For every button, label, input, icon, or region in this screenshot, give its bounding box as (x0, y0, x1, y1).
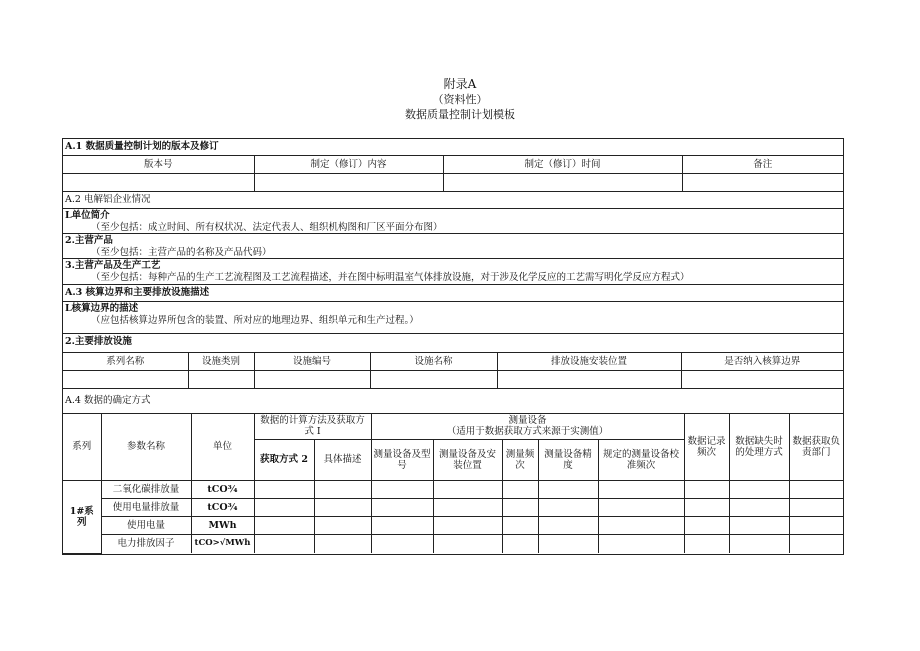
input-cell[interactable] (729, 498, 789, 516)
input-cell[interactable] (314, 498, 371, 516)
section-a1-heading: A.1 数据质量控制计划的版本及修订 (63, 139, 843, 156)
input-cell[interactable] (684, 516, 729, 534)
appendix-subtitle: （资料性） (432, 93, 488, 106)
col-facility-type: 设施类别 (188, 353, 254, 370)
input-cell[interactable] (314, 516, 371, 534)
remarks-cell[interactable] (682, 173, 843, 191)
input-cell[interactable] (502, 516, 538, 534)
input-cell[interactable] (254, 516, 314, 534)
appendix-title: 附录A (443, 77, 477, 91)
input-cell[interactable] (314, 534, 371, 553)
input-cell[interactable] (254, 480, 314, 498)
boundary-title: L核算边界的描述 (65, 303, 139, 314)
col-unit: 单位 (191, 414, 254, 480)
production-process-title: 3.主营产品及生产工艺 (65, 260, 161, 271)
boundary-desc: （应包括核算边界所包含的装置、所对应的地理边界、组织单元和生产过程。） (91, 314, 419, 326)
facility-name-cell[interactable] (370, 370, 497, 388)
revision-content-cell[interactable] (254, 173, 443, 191)
col-acquire-way: 获取方式 2 (254, 439, 314, 480)
col-missing-handling: 数据缺失时的处理方式 (729, 414, 789, 480)
main-products-title: 2.主营产品 (65, 235, 113, 246)
input-cell[interactable] (598, 480, 684, 498)
main-products (63, 234, 843, 259)
input-cell[interactable] (598, 498, 684, 516)
col-measure-frequency: 测量频次 (502, 439, 538, 480)
production-process-desc: （至少包括：每种产品的生产工艺流程图及工艺流程描述，并在图中标明温室气体排放设施，对于涉及化学反应的工艺需写明化学反应方程式） (91, 271, 690, 283)
version-table (63, 156, 843, 192)
col-in-boundary: 是否纳入核算边界 (681, 353, 843, 370)
input-cell[interactable] (729, 480, 789, 498)
col-series-name: 系列名称 (63, 353, 188, 370)
input-cell[interactable] (684, 534, 729, 553)
input-cell[interactable] (371, 534, 433, 553)
col-calc-method: 数据的计算方法及获取方式 I (254, 414, 371, 439)
col-device-model: 测量设备及型号 (371, 439, 433, 480)
series-cell: 1#系列 (63, 480, 101, 553)
section-a3-heading: A.3 核算边界和主要排放设施描述 (63, 285, 843, 302)
input-cell[interactable] (684, 498, 729, 516)
company-intro-title: L单位简介 (65, 210, 110, 221)
company-intro-desc: （至少包括：成立时间、所有权状况、法定代表人、组织机构图和厂区平面分布图） (91, 221, 443, 233)
unit-cell: tCO¾ (191, 498, 254, 516)
facilities-table (63, 353, 843, 389)
facility-type-cell[interactable] (188, 370, 254, 388)
in-boundary-cell[interactable] (681, 370, 843, 388)
company-intro (63, 209, 843, 234)
unit-cell: tCO¾ (191, 480, 254, 498)
input-cell[interactable] (502, 534, 538, 553)
input-cell[interactable] (371, 480, 433, 498)
input-cell[interactable] (538, 534, 598, 553)
param-cell: 使用电量 (101, 516, 191, 534)
param-cell: 电力排放因子 (101, 534, 191, 553)
main-products-desc: （至少包括：主营产品的名称及产品代码） (91, 246, 272, 258)
version-cell[interactable] (63, 173, 254, 191)
main-facilities-title: 2.主要排放设施 (63, 334, 843, 353)
series-name-cell[interactable] (63, 370, 188, 388)
install-location-cell[interactable] (497, 370, 681, 388)
col-responsible-dept: 数据获取负责部门 (789, 414, 843, 480)
form-frame (62, 138, 844, 555)
input-cell[interactable] (254, 498, 314, 516)
data-determination-table (63, 414, 843, 554)
param-cell: 使用电量排放量 (101, 498, 191, 516)
input-cell[interactable] (433, 498, 502, 516)
param-cell: 二氧化碳排放量 (101, 480, 191, 498)
input-cell[interactable] (433, 516, 502, 534)
input-cell[interactable] (684, 480, 729, 498)
input-cell[interactable] (314, 480, 371, 498)
col-calibration-frequency: 规定的测量设备校准频次 (598, 439, 684, 480)
unit-cell: tCO>√MWh (191, 534, 254, 553)
input-cell[interactable] (789, 480, 843, 498)
col-param-name: 参数名称 (101, 414, 191, 480)
input-cell[interactable] (433, 534, 502, 553)
input-cell[interactable] (538, 516, 598, 534)
document-title: 数据质量控制计划模板 (405, 108, 515, 121)
col-specific-desc: 具体描述 (314, 439, 371, 480)
input-cell[interactable] (538, 480, 598, 498)
production-process (63, 259, 843, 285)
input-cell[interactable] (729, 516, 789, 534)
col-install-location: 排放设施安装位置 (497, 353, 681, 370)
revision-time-cell[interactable] (443, 173, 682, 191)
input-cell[interactable] (538, 498, 598, 516)
facility-number-cell[interactable] (254, 370, 370, 388)
unit-cell: MWh (191, 516, 254, 534)
col-facility-number: 设施编号 (254, 353, 370, 370)
input-cell[interactable] (502, 480, 538, 498)
input-cell[interactable] (502, 498, 538, 516)
input-cell[interactable] (433, 480, 502, 498)
input-cell[interactable] (598, 534, 684, 553)
input-cell[interactable] (371, 516, 433, 534)
input-cell[interactable] (729, 534, 789, 553)
col-device-precision: 测量设备精度 (538, 439, 598, 480)
col-revision-content: 制定（修订）内容 (254, 156, 443, 173)
input-cell[interactable] (598, 516, 684, 534)
input-cell[interactable] (254, 534, 314, 553)
col-version: 版本号 (63, 156, 254, 173)
section-a4-heading: A.4 数据的确定方式 (63, 389, 843, 414)
measure-device-title: 测量设备 (508, 415, 547, 427)
col-device-location: 测量设备及安装位置 (433, 439, 502, 480)
input-cell[interactable] (789, 498, 843, 516)
input-cell[interactable] (371, 498, 433, 516)
col-series: 系列 (63, 414, 101, 480)
section-a2-heading: A.2 电解铝企业情况 (63, 192, 843, 209)
boundary-description (63, 302, 843, 334)
col-revision-time: 制定（修订）时间 (443, 156, 682, 173)
col-measure-device (371, 414, 684, 439)
measure-device-note: （适用于数据获取方式来源于实测值） (446, 426, 609, 438)
input-cell[interactable] (789, 516, 843, 534)
col-record-frequency: 数据记录频次 (684, 414, 729, 480)
input-cell[interactable] (789, 534, 843, 553)
col-facility-name: 设施名称 (370, 353, 497, 370)
col-remarks: 备注 (682, 156, 843, 173)
